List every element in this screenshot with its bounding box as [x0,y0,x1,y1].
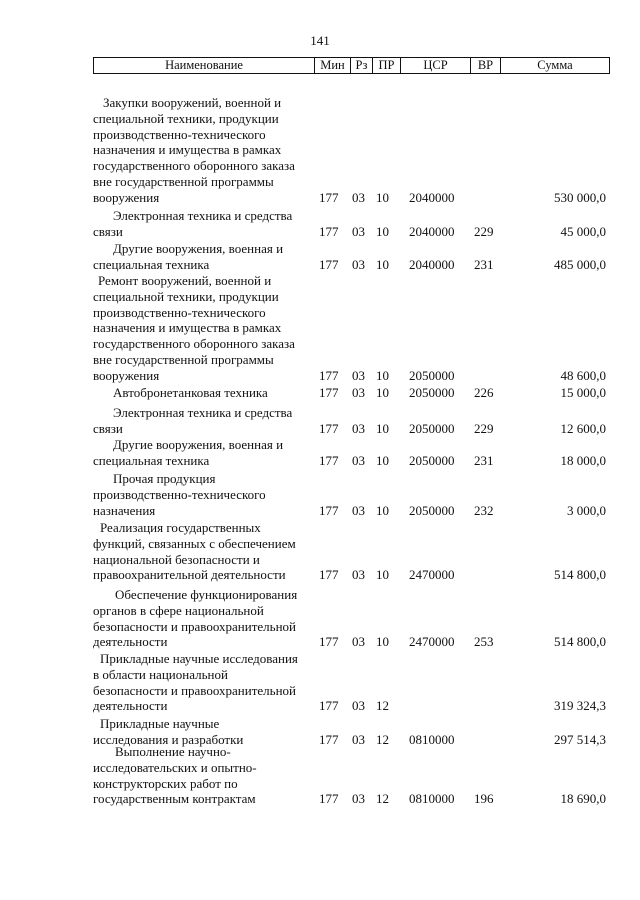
row-name-line: деятельности [93,698,168,714]
row-rz: 03 [352,420,365,436]
row-name-line: исследования и разработки [93,731,244,747]
row-name-line: правоохранительной деятельности [93,567,286,583]
row-name-line: Прочая продукция [113,471,216,486]
row-pr: 12 [376,791,389,807]
row-min: 177 [319,452,339,468]
table-header [93,57,610,74]
row-name-line: национальной безопасности и [93,551,260,567]
row-name-line: органов в сфере национальной [93,602,264,618]
row-rz: 03 [352,731,365,747]
row-name-line: связи [93,223,123,239]
row-name-line: назначения и имущества в рамках [93,142,282,158]
row-rz: 03 [352,502,365,518]
row-vr: 231 [474,256,494,272]
row-pr: 10 [376,634,389,650]
row-csr: 2040000 [409,223,455,239]
row-name-line: безопасности и правоохранительной [93,618,296,634]
row-csr: 2040000 [409,256,455,272]
row-vr: 196 [474,791,494,807]
row-pr: 10 [376,420,389,436]
row-name-line: безопасности и правоохранительной [93,682,296,698]
row-name-line: государственного оборонного заказа [93,158,295,174]
row-name-line: специальная техника [93,256,210,272]
row-csr: 0810000 [409,731,455,747]
header-csr: ЦСР [400,58,470,73]
row-name-line: Реализация государственных [100,520,261,535]
row-csr: 2470000 [409,634,455,650]
row-vr: 231 [474,452,494,468]
row-name-line: конструкторских работ по [93,775,238,791]
row-name-line: Прикладные научные исследования [100,651,298,666]
row-pr: 10 [376,385,389,400]
header-sum: Сумма [500,58,609,73]
row-rz: 03 [352,791,365,807]
row-rz: 03 [352,189,365,205]
row-vr: 253 [474,634,494,650]
row-pr: 10 [376,567,389,583]
row-min: 177 [319,502,339,518]
row-name-line: Автобронетанковая техника [113,385,268,400]
header-pr: ПР [372,58,400,73]
row-name-line: Прикладные научные [100,716,220,731]
row-csr: 0810000 [409,791,455,807]
row-name-line: вооружения [93,367,160,383]
row-min: 177 [319,385,339,400]
row-name-line: производственно-технического [93,126,266,142]
row-name-line: в области национальной [93,666,228,682]
row-name-line: специальная техника [93,452,210,468]
row-name-line: государственного оборонного заказа [93,336,295,352]
row-csr: 2470000 [409,567,455,583]
row-vr: 232 [474,502,494,518]
row-csr: 2050000 [409,452,455,468]
row-sum: 15 000,0 [560,385,606,400]
row-name-line: вооружения [93,189,160,205]
row-pr: 10 [376,502,389,518]
row-pr: 10 [376,189,389,205]
row-sum: 12 600,0 [560,420,606,436]
row-name-line: Ремонт вооружений, военной и [98,273,272,288]
row-rz: 03 [352,452,365,468]
row-min: 177 [319,256,339,272]
row-name-line: государственным контрактам [93,791,256,807]
row-min: 177 [319,791,339,807]
row-name-line: деятельности [93,634,168,650]
row-min: 177 [319,367,339,383]
row-rz: 03 [352,698,365,714]
row-min: 177 [319,731,339,747]
row-csr: 2040000 [409,189,455,205]
row-pr: 12 [376,731,389,747]
row-rz: 03 [352,223,365,239]
row-name-line: назначения и имущества в рамках [93,320,282,336]
row-name-line: специальной техники, продукции [93,288,279,304]
row-csr: 2050000 [409,385,455,400]
header-rz: Рз [350,58,372,73]
row-sum: 45 000,0 [560,223,606,239]
row-csr: 2050000 [409,502,455,518]
row-pr: 12 [376,698,389,714]
row-name-line: вне государственной программы [93,174,274,189]
row-name-line: Электронная техника и средства [113,405,293,420]
row-min: 177 [319,567,339,583]
row-name-line: Другие вооружения, военная и [113,437,284,452]
row-name-line: Выполнение научно- [115,744,231,759]
row-name-line: функций, связанных с обеспечением [93,535,296,551]
row-pr: 10 [376,452,389,468]
row-pr: 10 [376,256,389,272]
row-sum: 319 324,3 [554,698,606,714]
row-sum: 485 000,0 [554,256,606,272]
row-rz: 03 [352,567,365,583]
row-vr: 229 [474,420,494,436]
header-name: Наименование [165,58,243,72]
row-name-line: вне государственной программы [93,352,274,367]
row-name-line: исследовательских и опытно- [93,759,257,775]
page-number: 141 [310,33,330,48]
row-name-line: производственно-технического [93,486,266,502]
row-name-line: назначения [93,502,156,518]
row-name-line: связи [93,420,123,436]
row-sum: 514 800,0 [554,567,606,583]
row-rz: 03 [352,256,365,272]
row-name-line: специальной техники, продукции [93,110,279,126]
row-sum: 514 800,0 [554,634,606,650]
row-vr: 226 [474,385,494,400]
row-rz: 03 [352,634,365,650]
row-min: 177 [319,420,339,436]
row-name-line: производственно-технического [93,304,266,320]
row-pr: 10 [376,367,389,383]
row-pr: 10 [376,223,389,239]
row-sum: 3 000,0 [567,502,606,518]
row-min: 177 [319,634,339,650]
header-min: Мин [314,58,350,73]
header-vr: ВР [470,58,500,73]
row-min: 177 [319,189,339,205]
row-min: 177 [319,698,339,714]
row-sum: 48 600,0 [560,367,606,383]
row-min: 177 [319,223,339,239]
row-sum: 530 000,0 [554,189,606,205]
row-sum: 18 690,0 [560,791,606,807]
row-vr: 229 [474,223,494,239]
row-rz: 03 [352,367,365,383]
row-csr: 2050000 [409,367,455,383]
row-name-line: Закупки вооружений, военной и [103,95,282,110]
row-name-line: Обеспечение функционирования [115,587,298,602]
row-csr: 2050000 [409,420,455,436]
row-sum: 297 514,3 [554,731,606,747]
row-name-line: Электронная техника и средства [113,208,293,223]
row-rz: 03 [352,385,365,400]
row-sum: 18 000,0 [560,452,606,468]
row-name-line: Другие вооружения, военная и [113,241,284,256]
